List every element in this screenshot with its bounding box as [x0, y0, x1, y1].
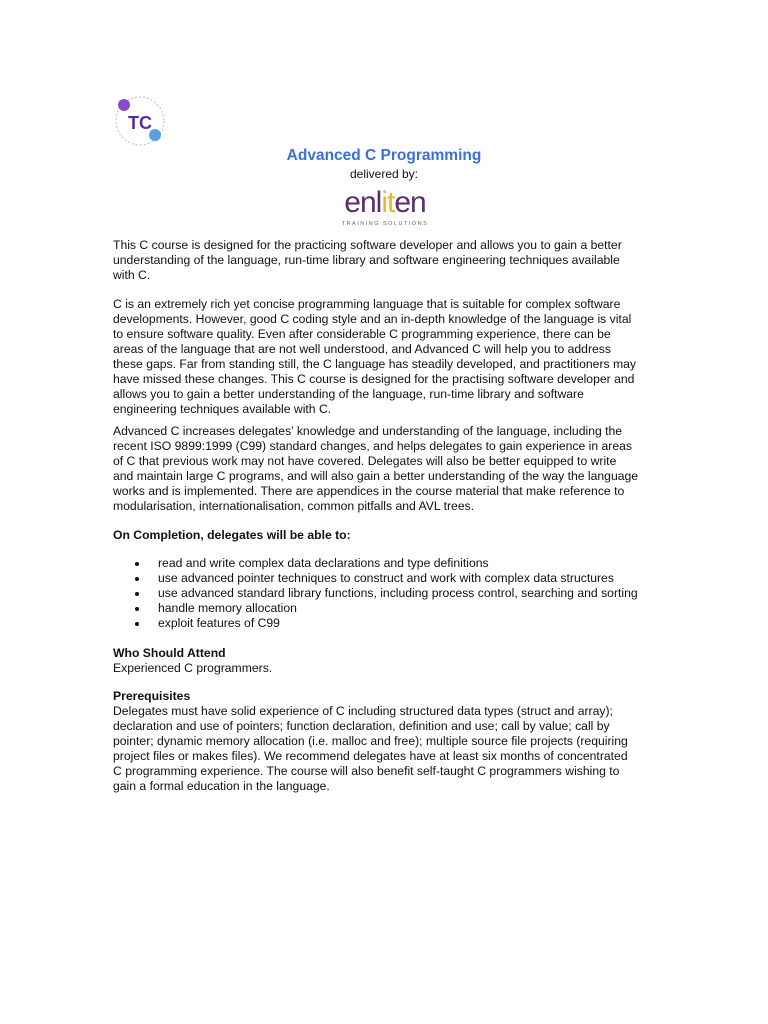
list-item: use advanced standard library functions, including process control, searching and sorting	[113, 586, 638, 601]
list-item: read and write complex data declarations and type definitions	[113, 556, 638, 571]
prereq-paragraph	[113, 704, 628, 794]
text-line: understanding of the language, run-time library and software engineering techniques available	[113, 253, 620, 267]
completion-heading: On Completion, delegates will be able to:	[113, 528, 351, 542]
text-line: areas of the language that are not well understood, and Advanced C will help you to address	[113, 342, 611, 356]
list-item: exploit features of C99	[113, 616, 638, 631]
text-line: C programming experience. The course will also benefit self-taught C programmers wishing to	[113, 764, 620, 778]
text-line: C is an extremely rich yet concise programming language that is suitable for complex software	[113, 297, 621, 311]
text-line: with C.	[113, 268, 151, 282]
text-line: Delegates must have solid experience of C including structured data types (struct and array);	[113, 704, 613, 718]
text-line: project files or makes files). We recommend delegates have at least six months of concentrated	[113, 749, 628, 763]
list-item: use advanced pointer techniques to construct and work with complex data structures	[113, 571, 638, 586]
text-line: engineering techniques available with C.	[113, 402, 332, 416]
text-line: developments. However, good C coding style and an in-depth knowledge of the language is vital	[113, 312, 632, 326]
text-line: have missed these changes. This C course is designed for the practising software developer and	[113, 372, 635, 386]
text-line: declaration and use of pointers; function declaration, definition and use; call by value; call by	[113, 719, 610, 733]
text-line: recent ISO 9899:1999 (C99) standard changes, and helps delegates to gain experience in areas	[113, 439, 632, 453]
enliten-logo-word: enliten	[344, 186, 426, 219]
text-line: to ensure software quality. Even after considerable C programming experience, there can be	[113, 327, 611, 341]
description-paragraph	[113, 297, 636, 417]
text-line: modularisation, internationalisation, common pitfalls and AVL trees.	[113, 499, 475, 513]
tlc-logo	[110, 93, 172, 149]
advanced-paragraph	[113, 424, 638, 514]
svg-text:TC: TC	[128, 113, 152, 133]
text-line: works and is implemented. There are appendices in the course material that make reference to	[113, 484, 625, 498]
who-heading: Who Should Attend	[113, 646, 226, 660]
text-line: and maintain large C programs, and will also gain a better understanding of the way the language	[113, 469, 639, 483]
text-line: these gaps. Far from standing still, the C language has steadily developed, and practitioners may	[113, 357, 637, 371]
text-line: pointer; dynamic memory allocation (i.e. malloc and free); multiple source file projects (requiring	[113, 734, 628, 748]
text-line: allows you to gain a better understanding of the language, run-time library and software	[113, 387, 584, 401]
enliten-logo	[325, 186, 445, 229]
who-text: Experienced C programmers.	[113, 661, 273, 675]
delivered-by: delivered by:	[349, 167, 419, 181]
outcomes-list	[113, 556, 638, 631]
text-line: gain a formal education in the language.	[113, 779, 330, 793]
list-item: handle memory allocation	[113, 601, 638, 616]
text-line: Advanced C increases delegates’ knowledge and understanding of the language, including the	[113, 424, 623, 438]
enliten-tagline: TRAINING SOLUTIONS	[341, 221, 429, 227]
text-line: of C that previous work may not have covered. Delegates will also be better equipped to write	[113, 454, 617, 468]
intro-paragraph	[113, 238, 622, 283]
text-line: This C course is designed for the practicing software developer and allows you to gain a better	[113, 238, 622, 252]
page-title: Advanced C Programming	[286, 147, 482, 164]
prereq-heading: Prerequisites	[113, 689, 191, 703]
